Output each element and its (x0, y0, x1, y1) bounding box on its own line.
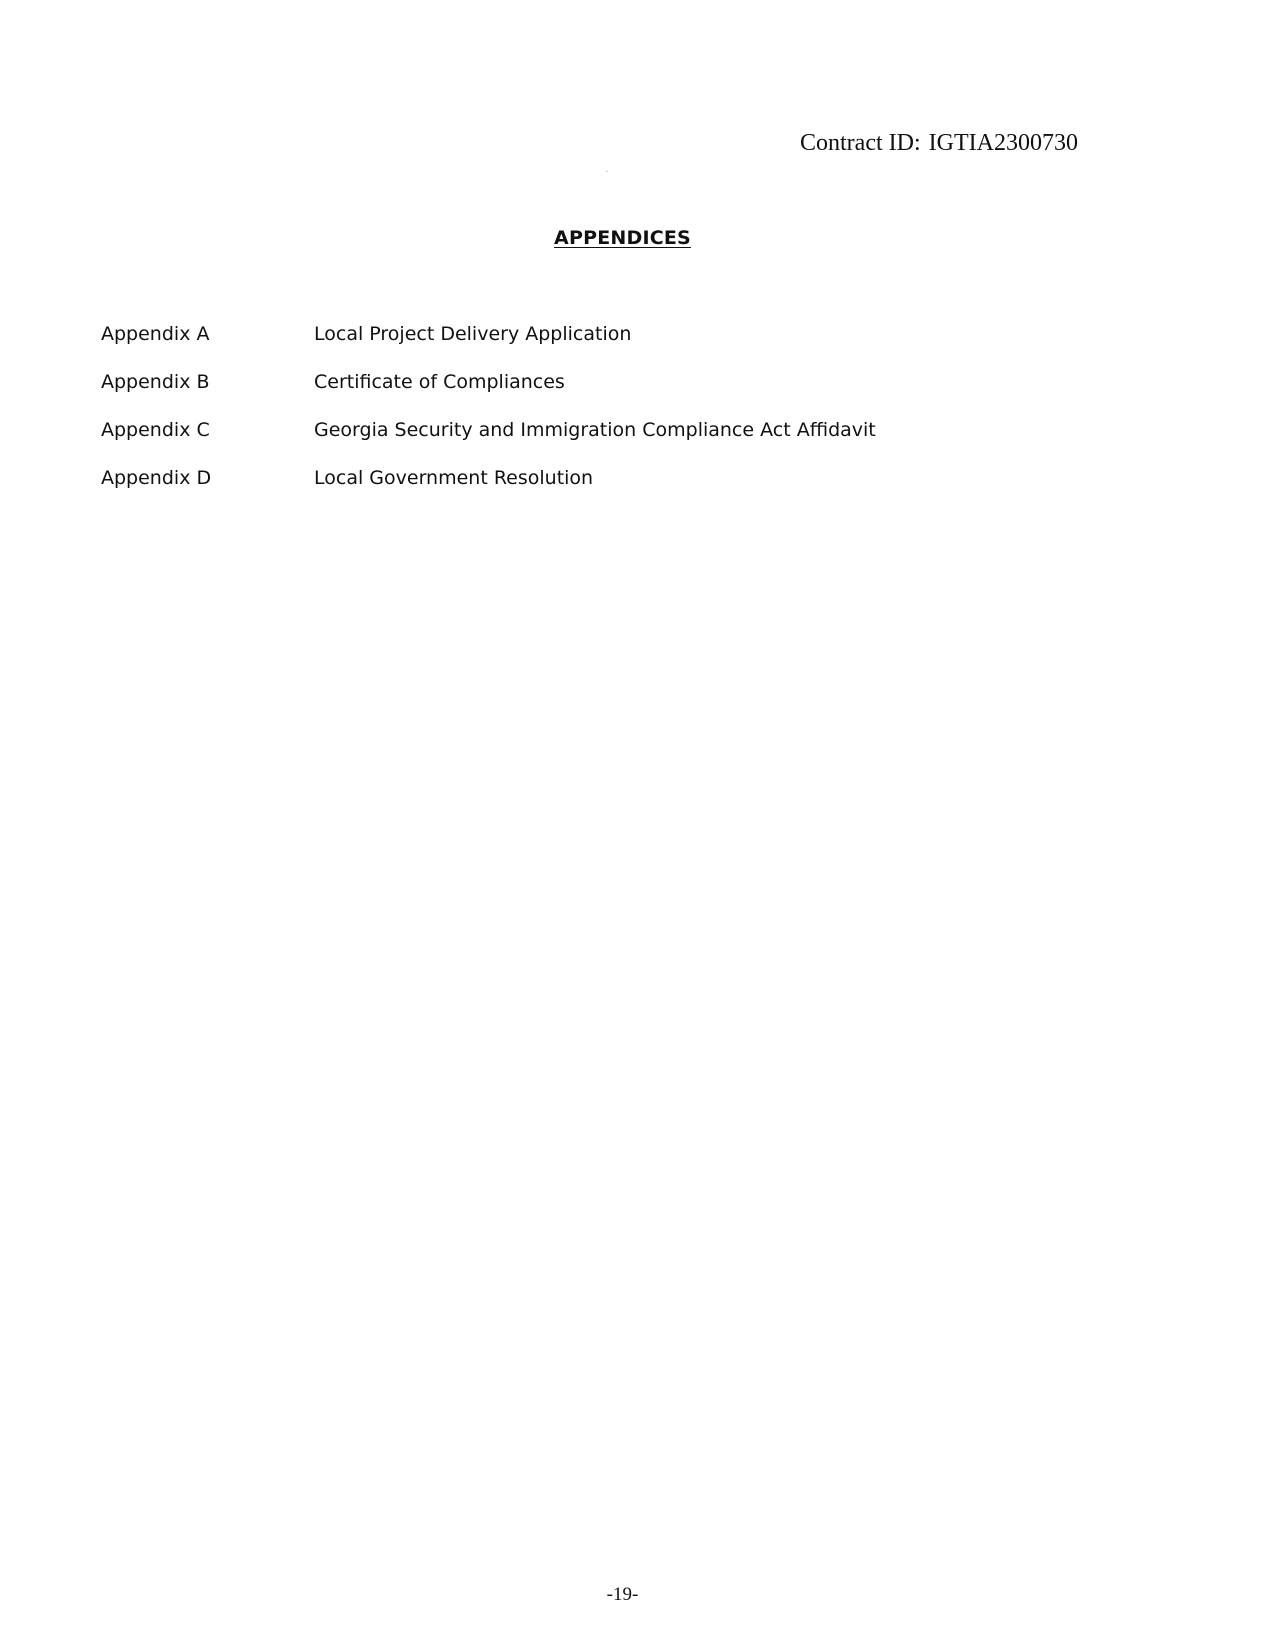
page-title: APPENDICES (554, 227, 691, 249)
contract-id-label: Contract ID: (800, 130, 921, 156)
appendix-title: Local Government Resolution (314, 467, 594, 489)
appendix-list (101, 322, 876, 514)
scan-speck (606, 171, 608, 172)
appendix-title: Certificate of Compliances (314, 371, 565, 393)
appendix-row (101, 322, 876, 370)
contract-id-value: IGTIA2300730 (928, 130, 1078, 156)
page-number: -19- (606, 1584, 639, 1605)
appendix-row (101, 466, 876, 514)
appendix-label: Appendix A (101, 323, 210, 345)
appendix-title: Georgia Security and Immigration Compliance Act Affidavit (314, 419, 876, 441)
appendix-label: Appendix D (101, 467, 212, 489)
appendix-label: Appendix C (101, 419, 210, 441)
contract-id-header (800, 128, 1078, 158)
appendix-title: Local Project Delivery Application (314, 323, 632, 345)
appendix-row (101, 370, 876, 418)
appendix-row (101, 418, 876, 466)
appendix-label: Appendix B (101, 371, 210, 393)
